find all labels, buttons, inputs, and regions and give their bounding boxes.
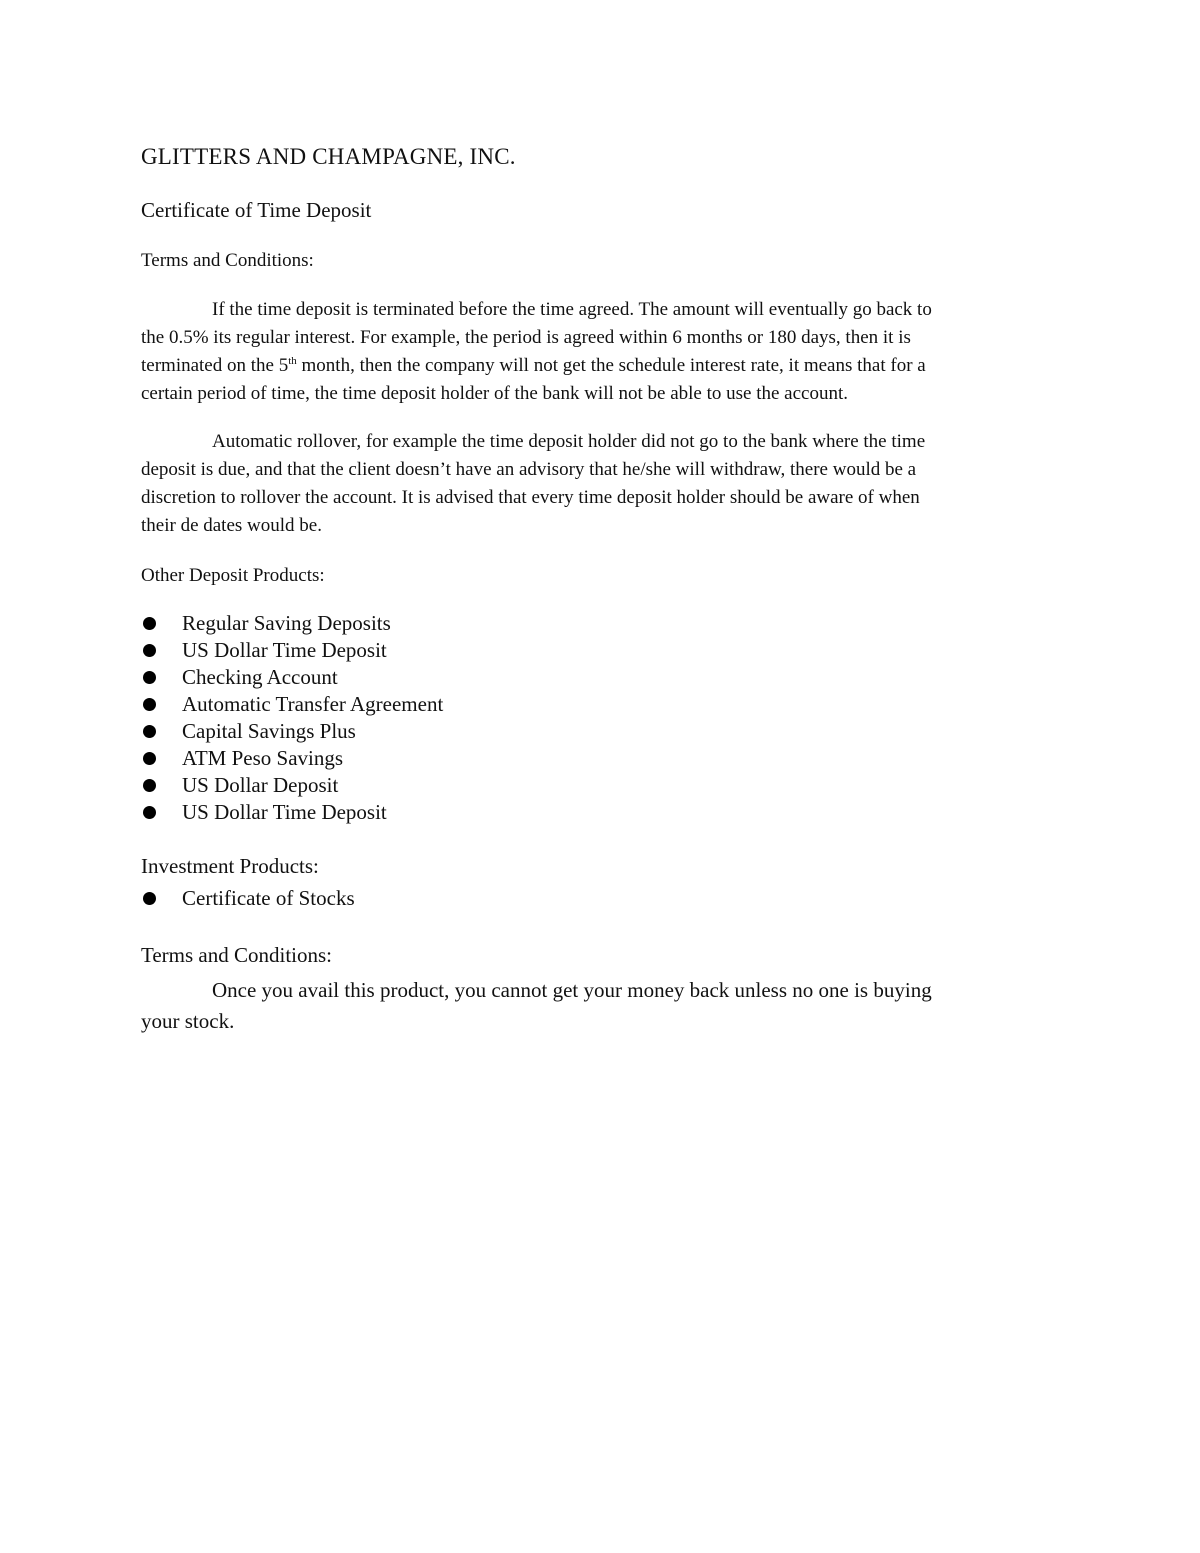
paragraph-line: If the time deposit is terminated before the time agreed. The amount will eventually go back to [212,299,932,320]
list-item-label: Regular Saving Deposits [182,611,391,635]
bullet-icon [143,892,156,905]
list-item-label: ATM Peso Savings [182,746,344,770]
text-run: terminated on the 5 [141,355,289,376]
terms-heading: Terms and Conditions: [141,250,314,271]
bullet-icon [143,779,156,792]
paragraph-line [141,352,1041,380]
company-name: GLITTERS AND CHAMPAGNE, INC. [141,144,516,169]
bullet-icon [143,725,156,738]
list-item [141,691,443,718]
list-item [141,745,443,772]
list-item [141,772,443,799]
paragraph-line: certain period of time, the time deposit holder of the bank will not be able to use the account. [141,383,849,404]
investment-products-list [141,885,355,912]
bullet-icon [143,671,156,684]
other-products-heading: Other Deposit Products: [141,565,325,586]
paragraph-stock-terms [141,975,932,1037]
list-item [141,885,355,912]
bullet-icon [143,752,156,765]
paragraph-line: their de dates would be. [141,515,322,536]
paragraph-early-termination [141,296,1041,408]
paragraph-line: the 0.5% its regular interest. For example, the period is agreed within 6 months or 180 days, then it is [141,327,911,348]
investment-products-heading: Investment Products: [141,854,319,878]
bullet-icon [143,644,156,657]
list-item [141,664,443,691]
list-item-label: Checking Account [182,665,338,689]
document-subtitle: Certificate of Time Deposit [141,198,372,222]
paragraph-line: deposit is due, and that the client doesn’t have an advisory that he/she will withdraw, there would be a [141,459,917,480]
terms-heading-investment: Terms and Conditions: [141,943,333,967]
list-item-label: Capital Savings Plus [182,719,356,743]
list-item [141,637,443,664]
list-item-label: US Dollar Deposit [182,773,339,797]
bullet-icon [143,806,156,819]
list-item [141,799,443,826]
bullet-icon [143,698,156,711]
paragraph-line: Automatic rollover, for example the time deposit holder did not go to the bank where the time [212,431,926,452]
list-item [141,610,443,637]
paragraph-line: discretion to rollover the account. It is advised that every time deposit holder should be aware of when [141,487,920,508]
bullet-icon [143,617,156,630]
list-item-label: US Dollar Time Deposit [182,638,387,662]
list-item-label: US Dollar Time Deposit [182,800,387,824]
text-run: month, then the company will not get the schedule interest rate, it means that for a [296,355,926,376]
paragraph-line: Once you avail this product, you cannot get your money back unless no one is buying [212,978,932,1002]
paragraph-automatic-rollover [141,428,1041,540]
list-item-label: Automatic Transfer Agreement [182,692,444,716]
other-products-list [141,610,443,826]
ordinal-superscript: th [288,355,297,367]
list-item [141,718,443,745]
paragraph-line: your stock. [141,1009,235,1033]
list-item-label: Certificate of Stocks [182,886,355,910]
